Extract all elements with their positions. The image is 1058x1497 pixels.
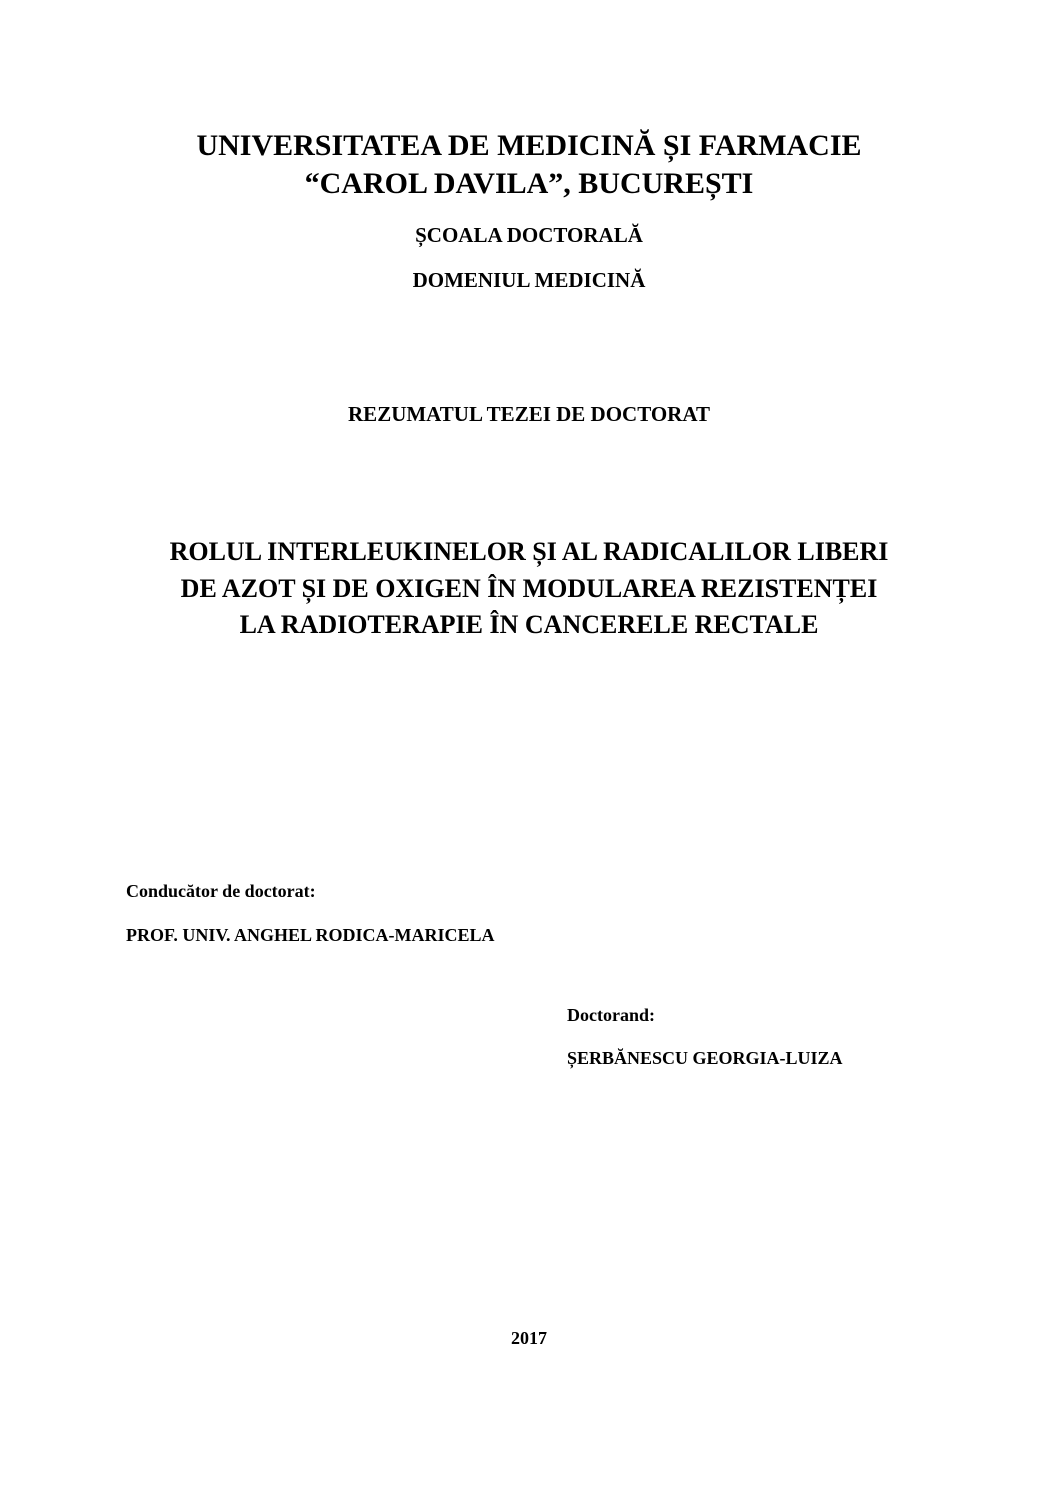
university-name-line-2: “CAROL DAVILA”, BUCUREȘTI: [304, 167, 754, 200]
supervisor-name: PROF. UNIV. ANGHEL RODICA-MARICELA: [126, 925, 495, 945]
thesis-title-line-2: DE AZOT ȘI DE OXIGEN ÎN MODULAREA REZISTENȚEI: [180, 574, 878, 603]
university-name-line-1: UNIVERSITATEA DE MEDICINĂ ȘI FARMACIE: [196, 129, 862, 162]
publication-year: 2017: [511, 1328, 547, 1348]
thesis-title-line-3: LA RADIOTERAPIE ÎN CANCERELE RECTALE: [239, 610, 819, 639]
document-type-heading: REZUMATUL TEZEI DE DOCTORAT: [348, 402, 710, 426]
supervisor-label: Conducător de doctorat:: [126, 881, 316, 901]
thesis-title-line-1: ROLUL INTERLEUKINELOR ȘI AL RADICALILOR LIBERI: [169, 537, 889, 566]
candidate-label: Doctorand:: [567, 1005, 655, 1025]
doctoral-school: ȘCOALA DOCTORALĂ: [415, 223, 643, 247]
medical-domain: DOMENIUL MEDICINĂ: [412, 268, 646, 292]
candidate-name: ȘERBĂNESCU GEORGIA-LUIZA: [567, 1048, 843, 1068]
